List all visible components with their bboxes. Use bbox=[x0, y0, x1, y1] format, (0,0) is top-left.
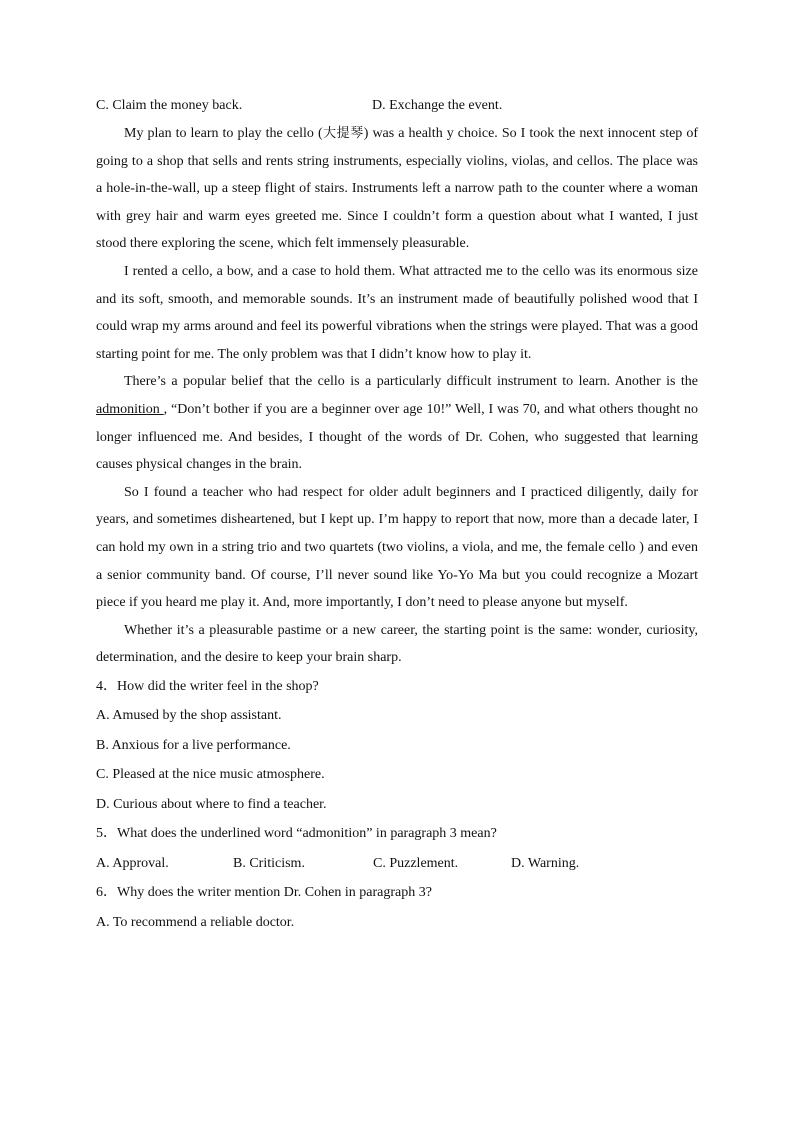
underlined-word: admonition bbox=[96, 401, 164, 417]
question-stem: 5．What does the underlined word “admonition” in paragraph 3 mean? bbox=[96, 826, 497, 842]
option-b: B. Anxious for a live performance. bbox=[96, 737, 291, 753]
passage-paragraph-3: There’s a popular belief that the cello is a particularly difficult instrument to learn. Another is the admonition , “Don’t bother if you are a beginner over age 10!” Well, I was 70, and what others thought no longer influenced me. And besides, I thought of the words of Dr. Cohen, who suggested that learning causes physical changes in the brain. bbox=[96, 374, 698, 473]
option-d: D. Curious about where to find a teacher. bbox=[96, 796, 327, 812]
options-row bbox=[96, 849, 698, 879]
option-c: C. Pleased at the nice music atmosphere. bbox=[96, 767, 325, 783]
question-4 bbox=[96, 672, 698, 820]
passage-paragraph-2: I rented a cello, a bow, and a case to hold them. What attracted me to the cello was its enormous size and its soft, smooth, and memorable sounds. It’s an instrument made of beautifully polished wood that I could wrap my arms around and feel its powerful vibrations when the strings were played. That was a good starting point for me. The only problem was that I didn’t know how to play it. bbox=[96, 263, 698, 362]
question-stem: 4．How did the writer feel in the shop? bbox=[96, 678, 319, 694]
option-b: B. Criticism. bbox=[233, 855, 305, 871]
question-6 bbox=[96, 878, 698, 937]
option-d: D. Exchange the event. bbox=[372, 98, 503, 113]
passage-paragraph-5: Whether it’s a pleasurable pastime or a new career, the starting point is the same: wonder, curiosity, determination, and the desire to keep your brain sharp. bbox=[96, 622, 698, 666]
chinese-gloss: 大提琴 bbox=[322, 126, 364, 141]
option-a: A. Approval. bbox=[96, 855, 169, 871]
option-d: D. Warning. bbox=[511, 855, 580, 871]
option-a: A. Amused by the shop assistant. bbox=[96, 708, 282, 724]
passage-paragraph-4: So I found a teacher who had respect for older adult beginners and I practiced diligently, daily for years, and sometimes disheartened, but I kept up. I’m happy to report that now, more than a decade later, I can hold my own in a string trio and two quartets (two violins, a viola, and me, the female cello ) and even a senior community band. Of course, I’ll never sound like Yo-Yo Ma but you could recognize a Mozart piece if you heard me play it. And, more importantly, I don’t need to please anyone but myself. bbox=[96, 484, 698, 611]
option-c: C. Puzzlement. bbox=[373, 855, 459, 871]
option-c: C. Claim the money back. bbox=[96, 98, 243, 113]
question-stem: 6．Why does the writer mention Dr. Cohen in paragraph 3? bbox=[96, 885, 432, 901]
worksheet-page bbox=[96, 92, 698, 937]
previous-question-options bbox=[96, 92, 698, 120]
question-5 bbox=[96, 819, 698, 878]
option-a: A. To recommend a reliable doctor. bbox=[96, 914, 295, 930]
passage-paragraph-1: My plan to learn to play the cello (大提琴) was a health y choice. So I took the next innocent step of going to a shop that sells and rents string instruments, especially violins, violas, and cellos. The place was a hole-in-the-wall, up a steep flight of stairs. Instruments left a narrow path to the counter where a woman with grey hair and warm eyes greeted me. Since I couldn’t form a question about what I wanted, I just stood there exploring the scene, which felt immensely pleasurable. bbox=[96, 126, 698, 252]
